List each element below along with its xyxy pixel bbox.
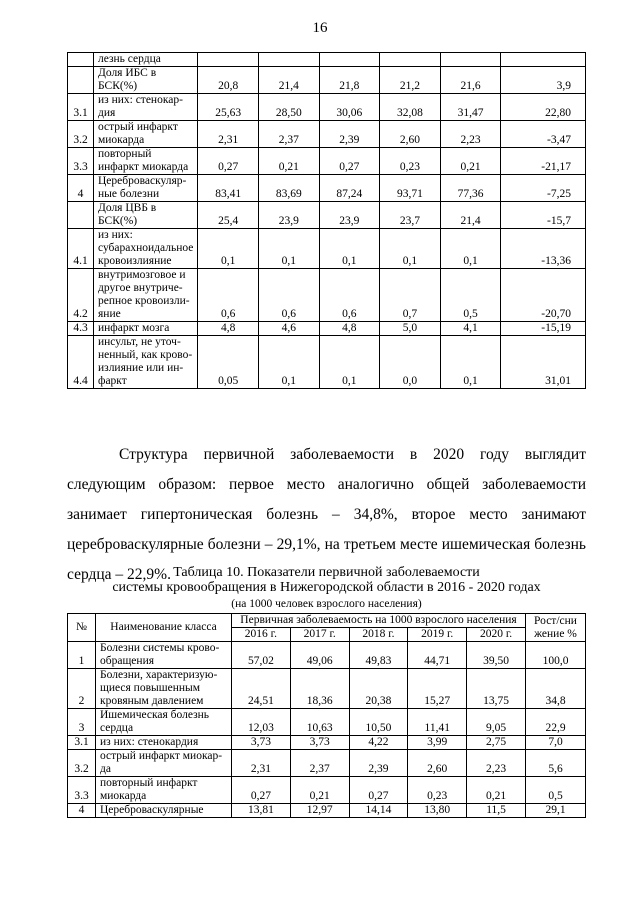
row-value: 2,31 <box>198 121 259 148</box>
row-value: 20,38 <box>349 669 408 709</box>
row-value: 10,63 <box>290 709 349 736</box>
row-growth: -15,19 <box>501 322 586 336</box>
row-value: 4,8 <box>198 322 259 336</box>
row-number: 4.4 <box>68 336 94 389</box>
row-value: 0,1 <box>198 229 259 269</box>
row-value: 0,6 <box>258 269 319 322</box>
row-name: Доля ИБС в БСК(%) <box>94 67 198 94</box>
body-paragraph: Структура первичной заболеваемости в 2020 году выглядит следующим образом: первое место аналогично общей заболеваемости занимает гипертоническая болезнь – 34,8%, второе место занимают цереброваскулярные болезни – 29,1%, на третьем месте ишемическая болезнь сердца – 22,9%. <box>67 446 586 583</box>
row-number: 4 <box>68 804 96 818</box>
row-value: 21,2 <box>380 67 441 94</box>
row-value: 2,37 <box>258 121 319 148</box>
continued-table-body <box>68 53 586 389</box>
row-number: 1 <box>68 642 96 669</box>
row-value: 0,27 <box>232 777 291 804</box>
row-value: 44,71 <box>408 642 467 669</box>
table-row <box>68 202 586 229</box>
row-value: 23,7 <box>380 202 441 229</box>
row-name: Цереброваскулярные <box>96 804 232 818</box>
table-subcaption: (на 1000 человек взрослого населения) <box>231 598 422 610</box>
row-value: 31,47 <box>440 94 501 121</box>
row-value: 2,23 <box>467 750 526 777</box>
row-value: 2,23 <box>440 121 501 148</box>
table-caption <box>67 565 586 595</box>
row-growth: 7,0 <box>526 736 586 750</box>
row-value: 0,05 <box>198 336 259 389</box>
row-value: 11,41 <box>408 709 467 736</box>
row-name: Болезни, характеризую-щиеся повышенным кровяным давлением <box>96 669 232 709</box>
row-value: 2,37 <box>290 750 349 777</box>
row-value: 21,8 <box>319 67 380 94</box>
table-row <box>68 67 586 94</box>
header-group: Первичная заболеваемость на 1000 взрослого населения <box>232 614 526 628</box>
row-value: 21,4 <box>258 67 319 94</box>
row-value: 77,36 <box>440 175 501 202</box>
row-value: 13,80 <box>408 804 467 818</box>
row-value: 49,83 <box>349 642 408 669</box>
table-caption-line1: Таблица 10. Показатели первичной заболеваемости <box>173 565 480 580</box>
row-value <box>440 53 501 67</box>
table-row <box>68 53 586 67</box>
table-row <box>68 121 586 148</box>
row-growth: 100,0 <box>526 642 586 669</box>
row-value: 9,05 <box>467 709 526 736</box>
row-value: 0,6 <box>198 269 259 322</box>
row-growth: -20,70 <box>501 269 586 322</box>
table-row <box>68 669 586 709</box>
row-value: 0,23 <box>380 148 441 175</box>
row-value: 21,6 <box>440 67 501 94</box>
row-value: 3,99 <box>408 736 467 750</box>
row-value: 25,63 <box>198 94 259 121</box>
row-growth: 34,8 <box>526 669 586 709</box>
row-name: повторный инфаркт миокарда <box>94 148 198 175</box>
table-row <box>68 736 586 750</box>
header-year: 2019 г. <box>408 628 467 642</box>
table-row <box>68 336 586 389</box>
continued-incidence-table <box>67 52 586 389</box>
table-row <box>68 322 586 336</box>
row-name: повторный инфаркт миокарда <box>96 777 232 804</box>
row-value: 0,1 <box>380 229 441 269</box>
row-growth: 22,9 <box>526 709 586 736</box>
row-value: 0,1 <box>258 229 319 269</box>
row-number <box>68 53 94 67</box>
row-value: 23,9 <box>319 202 380 229</box>
row-number: 3.3 <box>68 777 96 804</box>
row-value: 83,41 <box>198 175 259 202</box>
row-value: 12,03 <box>232 709 291 736</box>
row-name: Доля ЦВБ в БСК(%) <box>94 202 198 229</box>
row-number: 2 <box>68 669 96 709</box>
row-value: 0,27 <box>319 148 380 175</box>
row-value: 11,5 <box>467 804 526 818</box>
row-value: 39,50 <box>467 642 526 669</box>
table-caption-line2: системы кровообращения в Нижегородской области в 2016 - 2020 годах <box>112 580 541 595</box>
header-name: Наименование класса <box>96 614 232 642</box>
table-row <box>68 148 586 175</box>
row-number <box>68 67 94 94</box>
row-name: инфаркт мозга <box>94 322 198 336</box>
row-name: лезнь сердца <box>94 53 198 67</box>
row-value: 0,1 <box>440 336 501 389</box>
row-value: 4,22 <box>349 736 408 750</box>
row-value: 2,75 <box>467 736 526 750</box>
row-name: острый инфаркт миокар-да <box>96 750 232 777</box>
row-value: 83,69 <box>258 175 319 202</box>
row-growth: -7,25 <box>501 175 586 202</box>
row-number: 3.1 <box>68 94 94 121</box>
row-value: 0,1 <box>319 336 380 389</box>
header-growth: Рост/сни жение % <box>526 614 586 642</box>
row-value: 4,1 <box>440 322 501 336</box>
row-value: 87,24 <box>319 175 380 202</box>
row-number: 3.3 <box>68 148 94 175</box>
row-value: 5,0 <box>380 322 441 336</box>
row-value: 25,4 <box>198 202 259 229</box>
row-value: 0,1 <box>440 229 501 269</box>
row-value: 15,27 <box>408 669 467 709</box>
row-value: 2,39 <box>319 121 380 148</box>
table-row <box>68 709 586 736</box>
row-name: Болезни системы крово-обращения <box>96 642 232 669</box>
row-name: из них: субарахноидальное кровоизлияние <box>94 229 198 269</box>
row-value <box>198 53 259 67</box>
row-number: 3.2 <box>68 121 94 148</box>
row-value: 0,21 <box>258 148 319 175</box>
row-number: 4.2 <box>68 269 94 322</box>
row-value: 93,71 <box>380 175 441 202</box>
row-value: 13,75 <box>467 669 526 709</box>
row-value: 24,51 <box>232 669 291 709</box>
row-value: 10,50 <box>349 709 408 736</box>
table-row <box>68 642 586 669</box>
row-name: внутримозговое и другое внутриче-репное кровоизли-яние <box>94 269 198 322</box>
row-value: 0,23 <box>408 777 467 804</box>
row-value: 4,6 <box>258 322 319 336</box>
row-value: 49,06 <box>290 642 349 669</box>
row-value: 0,1 <box>258 336 319 389</box>
row-value <box>258 53 319 67</box>
row-value: 0,27 <box>349 777 408 804</box>
row-growth: 3,9 <box>501 67 586 94</box>
header-year: 2017 г. <box>290 628 349 642</box>
row-value: 30,06 <box>319 94 380 121</box>
table-row <box>68 804 586 818</box>
row-growth: 5,6 <box>526 750 586 777</box>
row-name: инсульт, не уточ-ненный, как крово-излияние или ин-фаркт <box>94 336 198 389</box>
row-value: 20,8 <box>198 67 259 94</box>
row-value: 2,60 <box>380 121 441 148</box>
row-value: 4,8 <box>319 322 380 336</box>
row-value: 57,02 <box>232 642 291 669</box>
row-value: 0,21 <box>467 777 526 804</box>
row-value: 0,6 <box>319 269 380 322</box>
row-growth: 29,1 <box>526 804 586 818</box>
row-number: 3.1 <box>68 736 96 750</box>
row-value: 12,97 <box>290 804 349 818</box>
row-number: 4 <box>68 175 94 202</box>
row-value: 0,21 <box>290 777 349 804</box>
row-value: 2,39 <box>349 750 408 777</box>
row-value: 2,31 <box>232 750 291 777</box>
table-header <box>68 614 586 642</box>
header-year: 2020 г. <box>467 628 526 642</box>
row-value: 0,27 <box>198 148 259 175</box>
row-growth: -21,17 <box>501 148 586 175</box>
row-name: из них: стенокар-дия <box>94 94 198 121</box>
row-number: 3 <box>68 709 96 736</box>
row-value: 13,81 <box>232 804 291 818</box>
row-name: острый инфаркт миокарда <box>94 121 198 148</box>
table-row <box>68 750 586 777</box>
header-year: 2016 г. <box>232 628 291 642</box>
row-growth: 31,01 <box>501 336 586 389</box>
row-number: 4.3 <box>68 322 94 336</box>
primary-incidence-table <box>67 613 586 818</box>
row-value: 21,4 <box>440 202 501 229</box>
row-value <box>380 53 441 67</box>
row-value <box>319 53 380 67</box>
row-value: 0,1 <box>319 229 380 269</box>
table-row <box>68 269 586 322</box>
row-growth: -3,47 <box>501 121 586 148</box>
row-value: 0,0 <box>380 336 441 389</box>
header-year: 2018 г. <box>349 628 408 642</box>
row-growth: -15,7 <box>501 202 586 229</box>
row-growth <box>501 53 586 67</box>
header-num: № <box>68 614 96 642</box>
row-number: 4.1 <box>68 229 94 269</box>
row-number: 3.2 <box>68 750 96 777</box>
row-growth: 22,80 <box>501 94 586 121</box>
table-row <box>68 229 586 269</box>
row-name: Ишемическая болезнь сердца <box>96 709 232 736</box>
row-value: 28,50 <box>258 94 319 121</box>
row-growth: -13,36 <box>501 229 586 269</box>
row-value: 0,5 <box>440 269 501 322</box>
row-value: 0,7 <box>380 269 441 322</box>
row-value: 32,08 <box>380 94 441 121</box>
table-row <box>68 94 586 121</box>
table-body <box>68 642 586 818</box>
row-value: 23,9 <box>258 202 319 229</box>
row-value: 18,36 <box>290 669 349 709</box>
table-row <box>68 777 586 804</box>
row-value: 0,21 <box>440 148 501 175</box>
row-number <box>68 202 94 229</box>
row-name: из них: стенокардия <box>96 736 232 750</box>
row-name: Цереброваскуляр-ные болезни <box>94 175 198 202</box>
row-value: 3,73 <box>290 736 349 750</box>
row-value: 3,73 <box>232 736 291 750</box>
page-number: 16 <box>312 20 328 36</box>
table-row <box>68 175 586 202</box>
row-growth: 0,5 <box>526 777 586 804</box>
row-value: 2,60 <box>408 750 467 777</box>
row-value: 14,14 <box>349 804 408 818</box>
